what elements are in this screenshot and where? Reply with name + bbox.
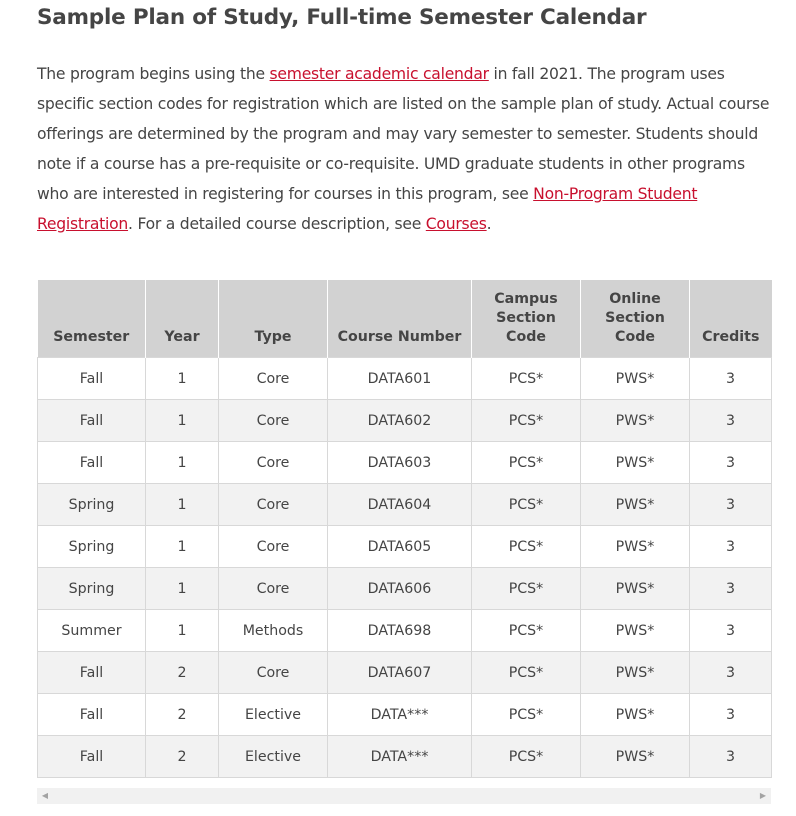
cell-year: 1 — [146, 358, 219, 400]
cell-credits: 3 — [690, 526, 772, 568]
cell-type: Core — [219, 358, 328, 400]
cell-year: 1 — [146, 568, 219, 610]
cell-year: 2 — [146, 736, 219, 778]
header-online-section-code — [581, 280, 690, 358]
cell-year: 1 — [146, 610, 219, 652]
cell-type: Core — [219, 400, 328, 442]
cell-online-section-code: PWS* — [581, 610, 690, 652]
cell-online-section-code: PWS* — [581, 400, 690, 442]
cell-campus-section-code: PCS* — [472, 442, 581, 484]
cell-campus-section-code: PCS* — [472, 484, 581, 526]
table-row — [38, 610, 772, 652]
cell-type: Core — [219, 484, 328, 526]
header-credits: Credits — [690, 280, 772, 358]
table-row — [38, 484, 772, 526]
cell-credits: 3 — [690, 442, 772, 484]
cell-year: 1 — [146, 442, 219, 484]
cell-semester: Fall — [38, 400, 146, 442]
table-body — [38, 358, 772, 778]
cell-course-number: DATA602 — [328, 400, 472, 442]
header-campus-line-1: Campus — [494, 291, 558, 307]
cell-type: Core — [219, 652, 328, 694]
table-row — [38, 694, 772, 736]
table-row — [38, 442, 772, 484]
cell-campus-section-code: PCS* — [472, 610, 581, 652]
cell-type: Elective — [219, 694, 328, 736]
cell-course-number: DATA601 — [328, 358, 472, 400]
plan-of-study-table — [37, 280, 772, 778]
intro-text-4: . — [486, 215, 492, 233]
cell-year: 1 — [146, 484, 219, 526]
header-campus-section-code — [472, 280, 581, 358]
header-course-number: Course Number — [328, 280, 472, 358]
cell-type: Core — [219, 442, 328, 484]
cell-year: 2 — [146, 652, 219, 694]
plan-of-study-table-container — [37, 280, 771, 778]
header-year: Year — [146, 280, 219, 358]
horizontal-scrollbar[interactable] — [37, 788, 771, 804]
cell-credits: 3 — [690, 610, 772, 652]
cell-online-section-code: PWS* — [581, 484, 690, 526]
cell-campus-section-code: PCS* — [472, 358, 581, 400]
table-row — [38, 736, 772, 778]
cell-type: Methods — [219, 610, 328, 652]
cell-semester: Fall — [38, 652, 146, 694]
cell-online-section-code: PWS* — [581, 694, 690, 736]
cell-year: 1 — [146, 400, 219, 442]
table-row — [38, 358, 772, 400]
header-semester: Semester — [38, 280, 146, 358]
cell-credits: 3 — [690, 358, 772, 400]
cell-credits: 3 — [690, 736, 772, 778]
cell-online-section-code: PWS* — [581, 736, 690, 778]
scroll-right-arrow-icon[interactable]: ▶ — [759, 791, 767, 800]
cell-course-number: DATA603 — [328, 442, 472, 484]
cell-course-number: DATA698 — [328, 610, 472, 652]
cell-year: 2 — [146, 694, 219, 736]
cell-semester: Spring — [38, 568, 146, 610]
header-online-line-3: Code — [615, 329, 655, 345]
cell-year: 1 — [146, 526, 219, 568]
intro-text-2: in fall 2021. The program uses specific section codes for registration which are listed on the sample plan of study. Actual course offerings are determined by the program and may vary semester to semester. Students should note if a course has a pre-requisite or co-requisite. UMD graduate students in other programs who are interested in registering for courses in this program, see — [37, 65, 770, 203]
header-campus-line-2: Section — [496, 310, 556, 326]
table-header-row — [38, 280, 772, 358]
header-online-line-1: Online — [609, 291, 661, 307]
cell-semester: Fall — [38, 442, 146, 484]
cell-course-number: DATA*** — [328, 736, 472, 778]
cell-semester: Spring — [38, 526, 146, 568]
courses-link[interactable]: Courses — [425, 215, 487, 233]
cell-semester: Fall — [38, 694, 146, 736]
header-type: Type — [219, 280, 328, 358]
intro-text-3: . For a detailed course description, see — [128, 215, 426, 233]
cell-online-section-code: PWS* — [581, 442, 690, 484]
scroll-left-arrow-icon[interactable]: ◀ — [41, 791, 49, 800]
table-row — [38, 568, 772, 610]
cell-campus-section-code: PCS* — [472, 400, 581, 442]
cell-online-section-code: PWS* — [581, 358, 690, 400]
header-campus-line-3: Code — [506, 329, 546, 345]
cell-semester: Fall — [38, 736, 146, 778]
cell-course-number: DATA605 — [328, 526, 472, 568]
cell-course-number: DATA607 — [328, 652, 472, 694]
cell-credits: 3 — [690, 400, 772, 442]
semester-academic-calendar-link[interactable]: semester academic calendar — [269, 65, 489, 83]
cell-campus-section-code: PCS* — [472, 736, 581, 778]
cell-online-section-code: PWS* — [581, 568, 690, 610]
cell-type: Core — [219, 526, 328, 568]
cell-online-section-code: PWS* — [581, 526, 690, 568]
cell-campus-section-code: PCS* — [472, 652, 581, 694]
cell-credits: 3 — [690, 568, 772, 610]
cell-course-number: DATA*** — [328, 694, 472, 736]
cell-campus-section-code: PCS* — [472, 568, 581, 610]
cell-course-number: DATA606 — [328, 568, 472, 610]
intro-paragraph — [37, 59, 772, 239]
cell-campus-section-code: PCS* — [472, 694, 581, 736]
table-row — [38, 652, 772, 694]
cell-campus-section-code: PCS* — [472, 526, 581, 568]
intro-text-1: The program begins using the — [37, 65, 270, 83]
cell-credits: 3 — [690, 694, 772, 736]
cell-credits: 3 — [690, 652, 772, 694]
cell-course-number: DATA604 — [328, 484, 472, 526]
cell-semester: Spring — [38, 484, 146, 526]
cell-semester: Summer — [38, 610, 146, 652]
page-title: Sample Plan of Study, Full-time Semester Calendar — [37, 5, 647, 30]
non-program-student-registration-link[interactable]: Non-Program Student Registration — [37, 185, 698, 233]
table-row — [38, 400, 772, 442]
cell-type: Core — [219, 568, 328, 610]
header-online-line-2: Section — [605, 310, 665, 326]
cell-type: Elective — [219, 736, 328, 778]
cell-semester: Fall — [38, 358, 146, 400]
table-row — [38, 526, 772, 568]
cell-credits: 3 — [690, 484, 772, 526]
cell-online-section-code: PWS* — [581, 652, 690, 694]
